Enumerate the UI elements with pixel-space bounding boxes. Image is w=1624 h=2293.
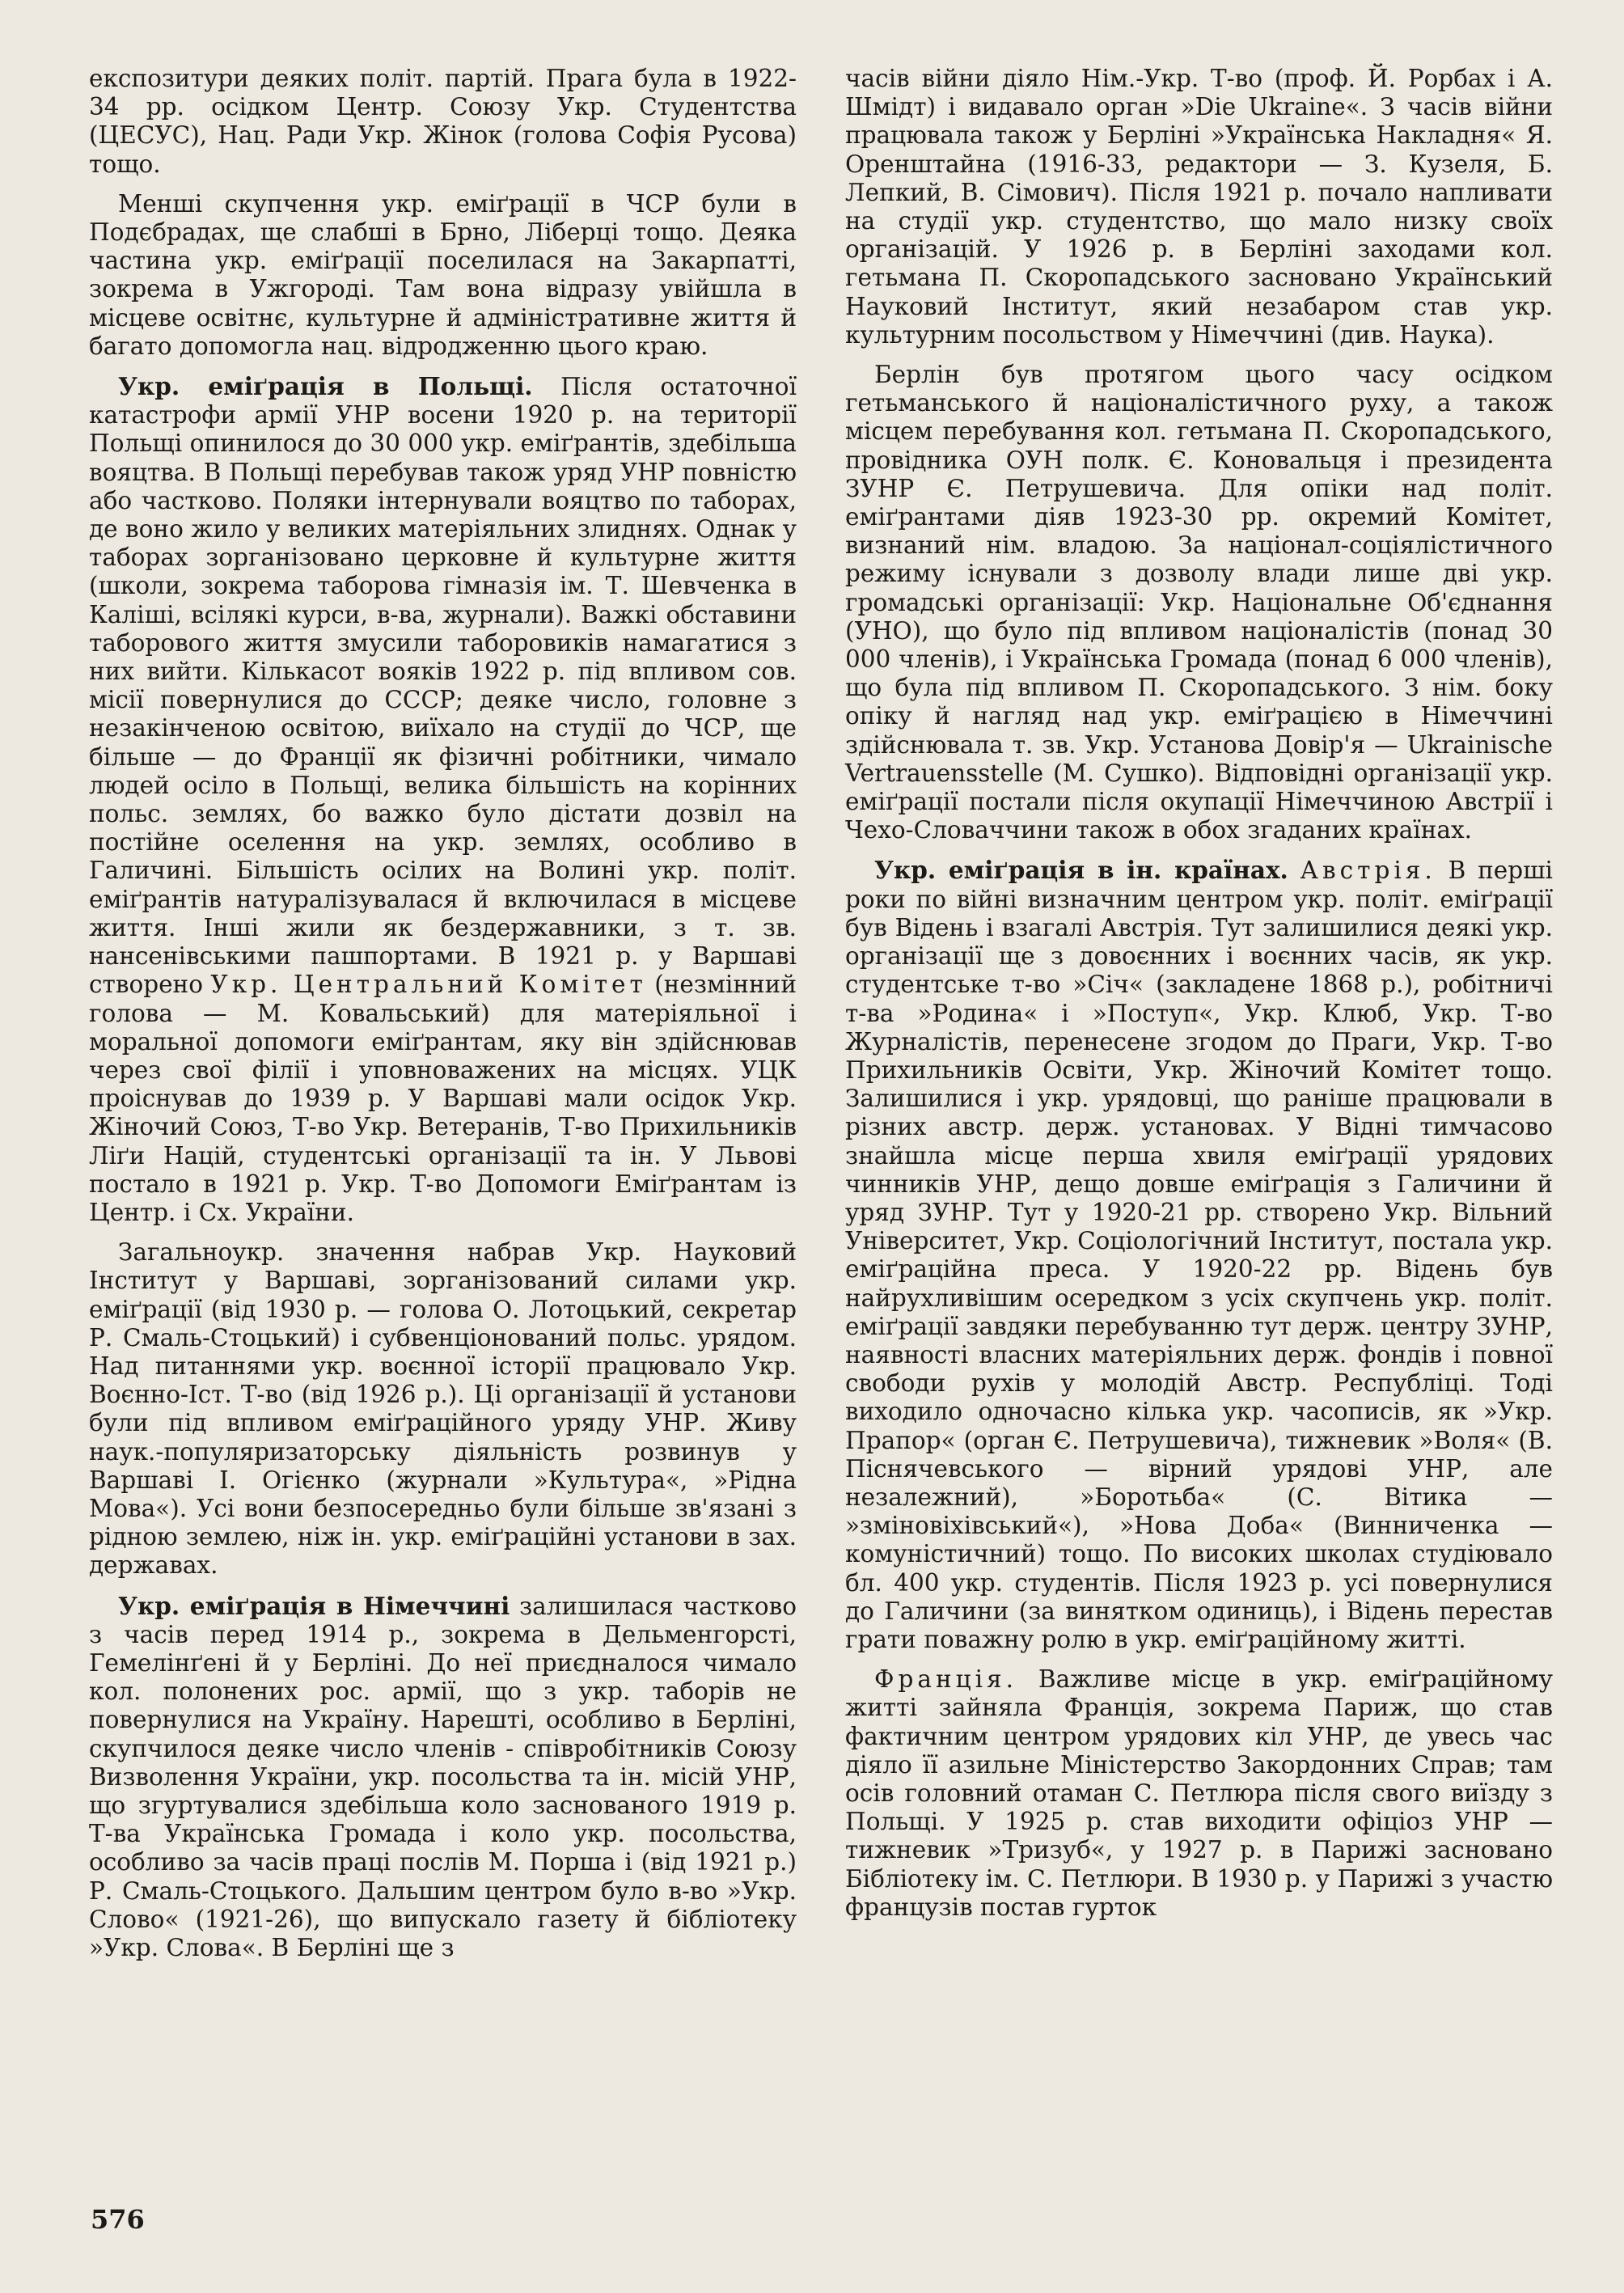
paragraph-prague-organizations: експозитури деяких політ. партій. Прага була в 1922-34 рр. осідком Центр. Союзу Укр. Студентства (ЦЕСУС), Нац. Ради Укр. Жінок (голова Софія Русова) тощо. <box>89 65 797 178</box>
spaced-term-austria: Австрія. <box>1300 857 1436 885</box>
paragraph-smaller-groups-csr: Менші скупчення укр. еміґрації в ЧСР були в Подєбрадах, ще слабші в Брно, Ліберці тощо. Деяка частина укр. еміґрації поселилася на Закарпатті, зокрема в Ужгороді. Там вона відразу увійшла в місцеве освітнє, культурне й адміністративне життя й багато допомогла нац. відродженню цього краю. <box>89 189 797 360</box>
page-number: 576 <box>91 2204 145 2235</box>
section-heading-poland: Укр. еміґрація в Польщі. <box>118 372 533 401</box>
section-heading-other-countries: Укр. еміґрація в ін. країнах. <box>874 856 1288 885</box>
paragraph-france: Франція. Важливе місце в укр. еміґраційному житті зайняла Франція, зокрема Париж, що став фактичним центром урядових кіл УНР, де увесь час діяло її азильне Міністерство Закордонних Справ; там осів головний отаман С. Петлюра після свого виїзду з Польщі. У 1925 р. став виходити офіціоз УНР — тижневик »Тризуб«, у 1927 р. в Парижі засновано Бібліотеку ім. С. Петлюри. В 1930 р. у Парижі з участю французів постав гурток <box>845 1665 1553 1921</box>
paragraph-warsaw-institute: Загальноукр. значення набрав Укр. Науковий Інститут у Варшаві, зорганізований силами укр. еміґрації (від 1930 р. — голова О. Лотоцький, секретар Р. Смаль-Стоцький) і субвенціонований польс. урядом. Над питаннями укр. воєнної історії працювало Укр. Воєнно-Іст. Т-во (від 1926 р.). Ці організації й установи були під впливом еміґраційного уряду УНР. Живу наук.-популяризаторську діяльність розвинув у Варшаві І. Огієнко (журнали »Культура«, »Рідна Мова«). Усі вони безпосередньо були більше зв'язані з рідною землею, ніж ін. укр. еміґраційні установи в зах. державах. <box>89 1238 797 1580</box>
spaced-term-france: Франція. <box>874 1665 1018 1694</box>
paragraph-emigration-poland: Укр. еміґрація в Польщі. Після остаточної катастрофи армії УНР восени 1920 р. на території Польщі опинилося до 30 000 укр. еміґрантів, здебільша вояцтва. В Польщі перебував також уряд УНР повністю або частково. Поляки інтернували вояцтво по таборах, де воно жило у великих матеріяльних злиднях. Однак у таборах зорганізовано церковне й культурне життя (школи, зокрема таборова гімназія ім. Т. Шевченка в Каліші, всілякі курси, в-ва, журнали). Важкі обставини таборового життя змусили таборовиків намагатися з них вийти. Кількасот вояків 1922 р. під впливом сов. місії повернулися до СССР; деяке число, головне з незакінченою освітою, виїхало на студії до ЧСР, ще більше — до Франції як фізичні робітники, чимало людей осіло в Польщі, велика більшість на корінних польс. землях, бо важко було дістати дозвіл на постійне оселення на укр. землях, особливо в Галичині. Більшість осілих на Волині укр. політ. еміґрантів натуралізувалася й включилася в місцеве життя. Інші жили як бездержавники, з т. зв. нансенівськими пашпортами. В 1921 р. у Варшаві створено Укр. Центральний Комітет (незмінний голова — М. Ковальський) для матеріяльної і моральної допомоги еміґрантам, яку він здійснював через свої філії і уповноважених на місцях. УЦК проіснував до 1939 р. У Варшаві мали осідок Укр. Жіночий Союз, Т-во Укр. Ветеранів, Т-во Прихильників Ліґи Націй, студентські організації та ін. У Львові постало в 1921 р. Укр. Т-во Допомоги Еміґрантам із Центр. і Сх. України. <box>89 372 797 1226</box>
paragraph-berlin-center: Берлін був протягом цього часу осідком гетьманського й націоналістичного руху, а також місцем перебування кол. гетьмана П. Скоропадського, провідника ОУН полк. Є. Коновальця і президента ЗУНР Є. Петрушевича. Для опіки над політ. еміґрантами діяв 1923-30 рр. окремий Комітет, визнаний нім. владою. За націонал-соціялістичного режиму існували з дозволу влади лише дві укр. громадські організації: Укр. Національне Об'єднання (УНО), що було під впливом націоналістів (понад 30 000 членів), і Українська Громада (понад 6 000 членів), що була під впливом П. Скоропадського. З нім. боку опіку й нагляд над укр. еміґрацією в Німеччині здійснювала т. зв. Укр. Установа Довір'я — Ukrainische Vertrauensstelle (М. Сушко). Відповідні організації укр. еміґрації постали після окупації Німеччиною Австрії і Чехо-Словаччини також в обох згаданих країнах. <box>845 361 1553 844</box>
paragraph-emigration-germany: Укр. еміґрація в Німеччині залишилася частково з часів перед 1914 р., зокрема в Дельменгорсті, Гемелінґені й у Берліні. До неї приєдналося чимало кол. полонених рос. армії, що з укр. таборів не повернулися на Україну. Нарешті, особливо в Берліні, скупчилося деяке число членів - співробітників Союзу Визволення України, укр. посольства та ін. місій УНР, що згуртувалися здебільша коло заснованого 1919 р. Т-ва Українська Громада і коло укр. посольства, особливо за часів праці послів М. Порша і (від 1921 р.) Р. Смаль-Стоцького. Дальшим центром було в-во »Укр. Слово« (1921-26), що випускало газету й бібліотеку »Укр. Слова«. В Берліні ще з <box>89 1591 797 1961</box>
paragraph-emigration-other-countries: Укр. еміґрація в ін. країнах. Австрія. В перші роки по війні визначним центром укр. політ. еміґрації був Відень і взагалі Австрія. Тут залишилися деякі укр. організації ще з довоєнних і воєнних часів, як укр. студентське т-во »Січ« (закладене 1868 р.), робітничі т-ва »Родина« і »Поступ«, Укр. Клюб, Укр. Т-во Журналістів, перенесене згодом до Праги, Укр. Т-во Прихильників Освіти, Укр. Жіночий Комітет тощо. Залишилися і укр. урядовці, що раніше працювали в різних австр. держ. установах. У Відні тимчасово знайшла місце перша хвиля еміґрації урядових чинників УНР, дещо довше еміґрація з Галичини й уряд ЗУНР. Тут у 1920-21 рр. створено Укр. Вільний Університет, Укр. Соціологічний Інститут, постала укр. еміґраційна преса. У 1920-22 рр. Відень був найрухливішим осередком з усіх скупчень укр. політ. еміґрації завдяки перебуванню тут держ. центру ЗУНР, наявності власних матеріяльних держ. фондів і повної свободи рухів у молодій Австр. Республіці. Тоді виходило одночасно кілька укр. часописів, як »Укр. Прапор« (орган Є. Петрушевича), тижневик »Воля« (В. Піснячевського — вірний урядові УНР, але незалежний), »Боротьба« (С. Вітика — »змінoвіхівський«), »Нова Доба« (Винниченка — комуністичний) тощо. По високих школах студіювало бл. 400 укр. студентів. Після 1923 р. усі повернулися до Галичини (за винятком одиниць), і Відень перестав грати поважну ролю в укр. еміґраційному житті. <box>845 856 1553 1653</box>
left-column <box>89 65 797 1974</box>
section-heading-germany: Укр. еміґрація в Німеччині <box>118 1591 510 1620</box>
spaced-term-ukr-central-committee: Укр. Центральний Комітет <box>210 971 647 999</box>
paragraph-berlin-societies: часів війни діяло Нім.-Укр. Т-во (проф. Й. Рорбах і А. Шмідт) і видавало орган »Die Ukraine«. З часів війни працювала також у Берліні »Українська Накладня« Я. Оренштайна (1916-33, редактори — З. Кузеля, Б. Лепкий, В. Сімович). Після 1921 р. почало напливати на студії укр. студентство, що мало низку своїх організацій. У 1926 р. в Берліні заходами кол. гетьмана П. Скоропадського засновано Український Науковий Інститут, який незабаром став укр. культурним посольством у Німеччині (див. Наука). <box>845 65 1553 349</box>
right-column <box>845 65 1553 1933</box>
